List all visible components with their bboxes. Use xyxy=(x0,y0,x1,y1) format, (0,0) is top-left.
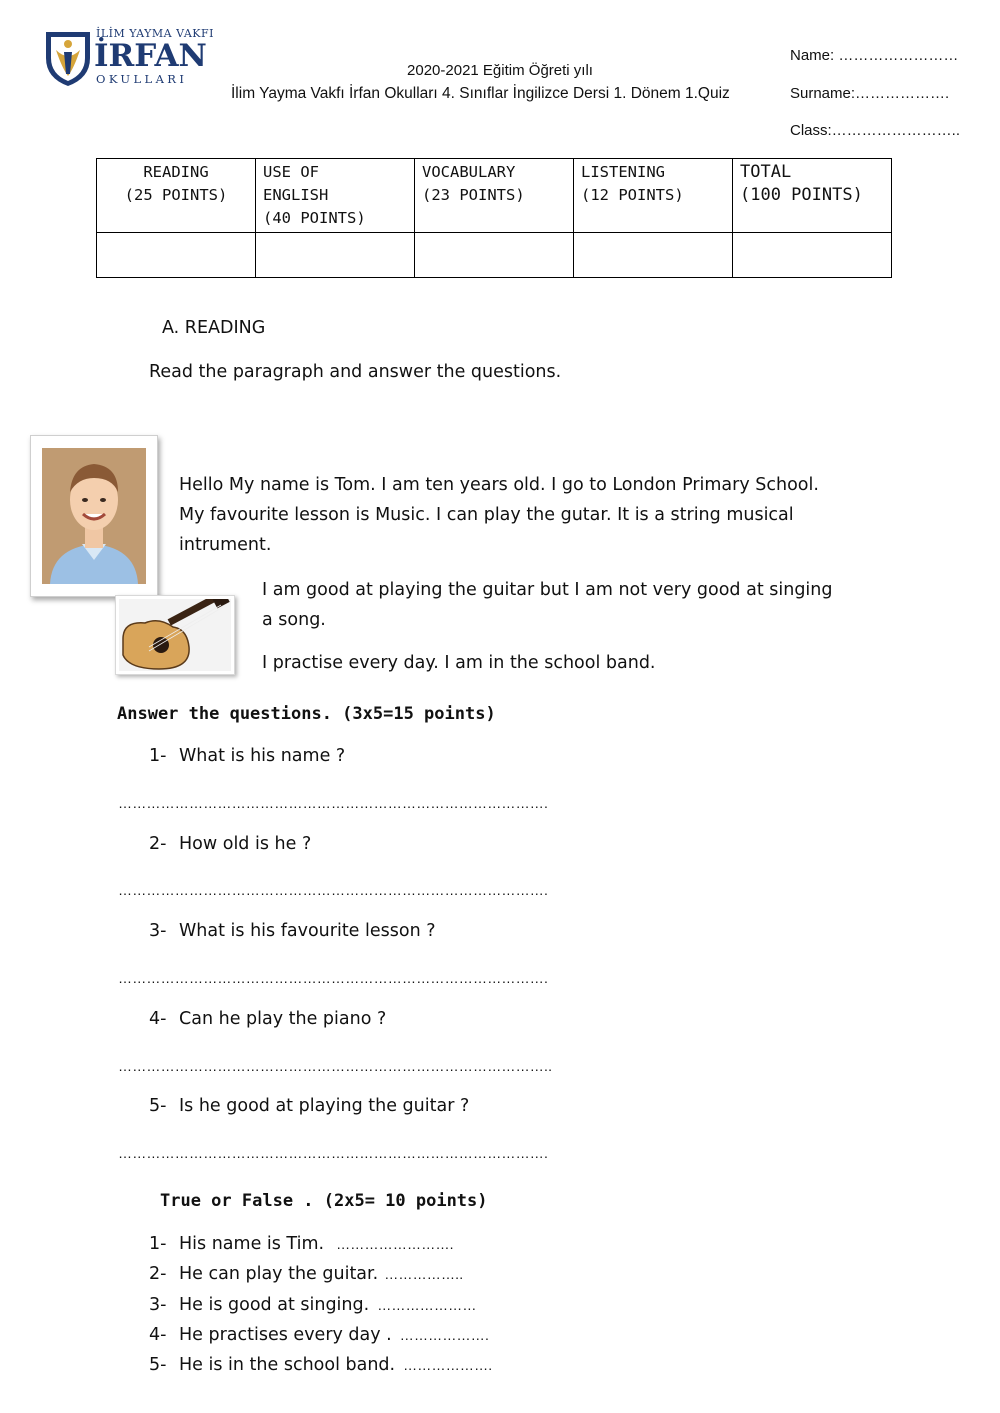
tf-3-number: 3- xyxy=(149,1295,167,1315)
tf-2-text: He can play the guitar. xyxy=(179,1264,379,1284)
logo-main-text: İRFAN xyxy=(94,38,207,74)
tf-5-statement xyxy=(179,1355,492,1375)
tf-4-text: He practises every day . xyxy=(179,1325,392,1345)
tf-2-statement xyxy=(179,1264,463,1284)
answer-line-1[interactable]: ………………………………………………………………………………. xyxy=(118,795,549,811)
tf-1-statement xyxy=(179,1234,454,1254)
reading-section-title: A. READING xyxy=(162,318,266,338)
tf-4-number: 4- xyxy=(149,1325,167,1345)
score-table xyxy=(96,158,892,278)
true-false-title: True or False . (2x5= 10 points) xyxy=(160,1191,488,1211)
question-3-text: What is his favourite lesson ? xyxy=(179,921,436,941)
score-header-reading: READING (25 POINTS) xyxy=(97,159,256,233)
surname-field[interactable]: Surname:………………. xyxy=(790,85,950,102)
tf-3-blank[interactable]: ………………… xyxy=(377,1297,477,1313)
name-field[interactable]: Name: …………………… xyxy=(790,47,959,64)
question-1-number: 1- xyxy=(149,746,167,766)
answer-line-4[interactable]: ……………………………………………………………………………….. xyxy=(118,1058,553,1074)
answer-line-3[interactable]: ………………………………………………………………………………. xyxy=(118,970,549,986)
paragraph-line-3: intrument. xyxy=(179,535,272,555)
question-3-number: 3- xyxy=(149,921,167,941)
academic-year: 2020-2021 Eğitim Öğreti yılı xyxy=(407,62,593,79)
boy-portrait-icon xyxy=(42,448,146,584)
score-cell-vocabulary[interactable] xyxy=(415,233,574,278)
logo-sub-text: OKULLARI xyxy=(96,72,188,86)
score-header-use-of-english: USE OF ENGLISH (40 POINTS) xyxy=(256,159,415,233)
paragraph-line-6: I practise every day. I am in the school band. xyxy=(262,653,656,673)
paragraph-line-2: My favourite lesson is Music. I can play the gutar. It is a string musical xyxy=(179,505,794,525)
questions-title: Answer the questions. (3x5=15 points) xyxy=(117,704,496,724)
score-cell-listening[interactable] xyxy=(574,233,733,278)
score-header-listening: LISTENING (12 POINTS) xyxy=(574,159,733,233)
score-cell-use-of-english[interactable] xyxy=(256,233,415,278)
paragraph-line-5: a song. xyxy=(262,610,326,630)
question-2-text: How old is he ? xyxy=(179,834,312,854)
reading-instruction: Read the paragraph and answer the questions. xyxy=(149,362,562,382)
tf-4-blank[interactable]: ………………. xyxy=(399,1327,490,1343)
question-1-text: What is his name ? xyxy=(179,746,346,766)
tf-1-blank[interactable]: ……………………. xyxy=(336,1236,454,1252)
tf-5-blank[interactable]: ………………. xyxy=(403,1357,493,1373)
class-field[interactable]: Class:…………………….. xyxy=(790,122,961,139)
question-5-number: 5- xyxy=(149,1096,167,1116)
tf-5-number: 5- xyxy=(149,1355,167,1375)
score-cell-total[interactable] xyxy=(733,233,892,278)
paragraph-line-4: I am good at playing the guitar but I am not very good at singing xyxy=(262,580,833,600)
tf-4-statement xyxy=(179,1325,489,1345)
answer-line-2[interactable]: ………………………………………………………………………………. xyxy=(118,882,549,898)
tf-1-text: His name is Tim. xyxy=(179,1234,325,1254)
logo-top-text: İLİM YAYMA VAKFI xyxy=(96,27,214,40)
question-4-text: Can he play the piano ? xyxy=(179,1009,387,1029)
boy-photo xyxy=(30,435,158,597)
score-cell-reading[interactable] xyxy=(97,233,256,278)
tf-2-number: 2- xyxy=(149,1264,167,1284)
tf-3-text: He is good at singing. xyxy=(179,1295,370,1315)
tf-5-text: He is in the school band. xyxy=(179,1355,396,1375)
answer-line-5[interactable]: ………………………………………………………………………………. xyxy=(118,1145,549,1161)
quiz-description: İlim Yayma Vakfı İrfan Okulları 4. Sınıflar İngilizce Dersi 1. Dönem 1.Quiz xyxy=(231,85,730,102)
guitar-icon xyxy=(119,599,231,671)
tf-2-blank[interactable]: …………….. xyxy=(384,1266,464,1282)
question-4-number: 4- xyxy=(149,1009,167,1029)
tf-1-number: 1- xyxy=(149,1234,167,1254)
paragraph-line-1: Hello My name is Tom. I am ten years old. I go to London Primary School. xyxy=(179,475,819,495)
question-2-number: 2- xyxy=(149,834,167,854)
tf-3-statement xyxy=(179,1295,477,1315)
question-5-text: Is he good at playing the guitar ? xyxy=(179,1096,470,1116)
guitar-photo xyxy=(115,595,235,675)
score-header-vocabulary: VOCABULARY (23 POINTS) xyxy=(415,159,574,233)
score-header-total: TOTAL (100 POINTS) xyxy=(733,159,892,233)
shield-icon xyxy=(42,28,94,88)
